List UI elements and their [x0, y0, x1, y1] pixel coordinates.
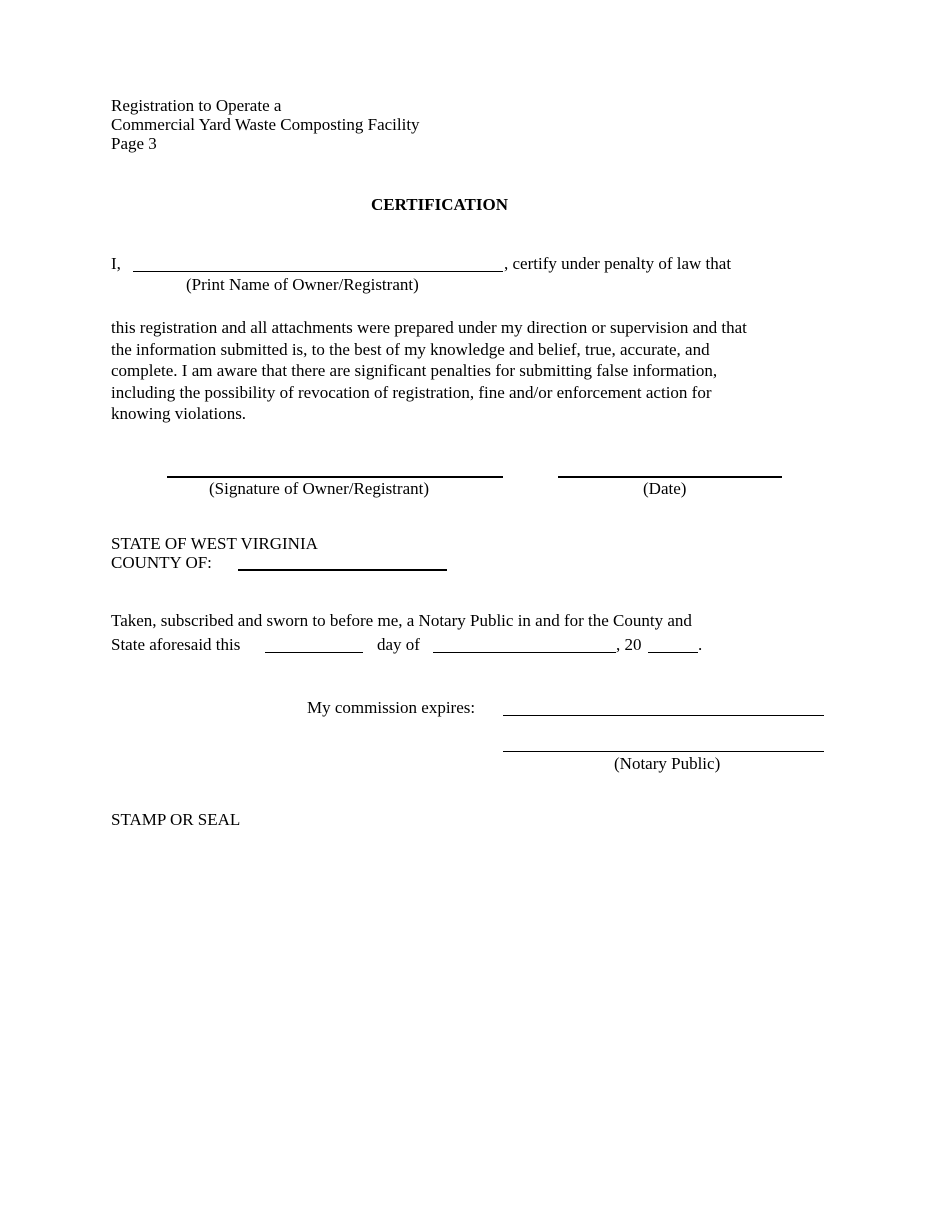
county-label: COUNTY OF:	[111, 553, 212, 572]
certification-body: this registration and all attachments were prepared under my direction or supervision and that the information submitted is, to the best of my knowledge and belief, true, accurate, and complete. I am aware that there are significant penalties for submitting false information, including the possibility of revocation of registration, fine and/or enforcement action for knowing violations.	[111, 318, 747, 423]
year-prefix: , 20	[616, 635, 642, 654]
signature-date-field[interactable]	[558, 476, 782, 478]
sworn-line-1: Taken, subscribed and sworn to before me, a Notary Public in and for the County and	[111, 611, 692, 630]
commission-expires-field[interactable]	[503, 715, 824, 716]
county-field[interactable]	[238, 569, 447, 571]
year-suffix: .	[698, 635, 703, 654]
signature-field[interactable]	[167, 476, 503, 478]
date-caption: (Date)	[643, 479, 687, 498]
certify-suffix: , certify under penalty of law that	[504, 254, 732, 273]
header-line-1: Registration to Operate a	[111, 96, 282, 115]
day-of-label: day of	[377, 635, 420, 654]
notary-signature-field[interactable]	[503, 751, 824, 752]
header-line-2: Commercial Yard Waste Composting Facility	[111, 115, 420, 134]
owner-name-caption: (Print Name of Owner/Registrant)	[186, 275, 419, 294]
notary-caption: (Notary Public)	[614, 754, 721, 773]
header-line-3: Page 3	[111, 134, 157, 153]
owner-name-field[interactable]	[133, 271, 503, 272]
stamp-label: STAMP OR SEAL	[111, 810, 241, 829]
year-field[interactable]	[648, 652, 698, 653]
commission-label: My commission expires:	[307, 698, 476, 717]
month-field[interactable]	[433, 652, 616, 653]
day-field[interactable]	[265, 652, 363, 653]
sworn-prefix: State aforesaid this	[111, 635, 241, 654]
state-label: STATE OF WEST VIRGINIA	[111, 534, 318, 553]
certify-prefix: I,	[111, 254, 121, 273]
signature-caption: (Signature of Owner/Registrant)	[209, 479, 429, 498]
certification-title: CERTIFICATION	[371, 195, 508, 214]
